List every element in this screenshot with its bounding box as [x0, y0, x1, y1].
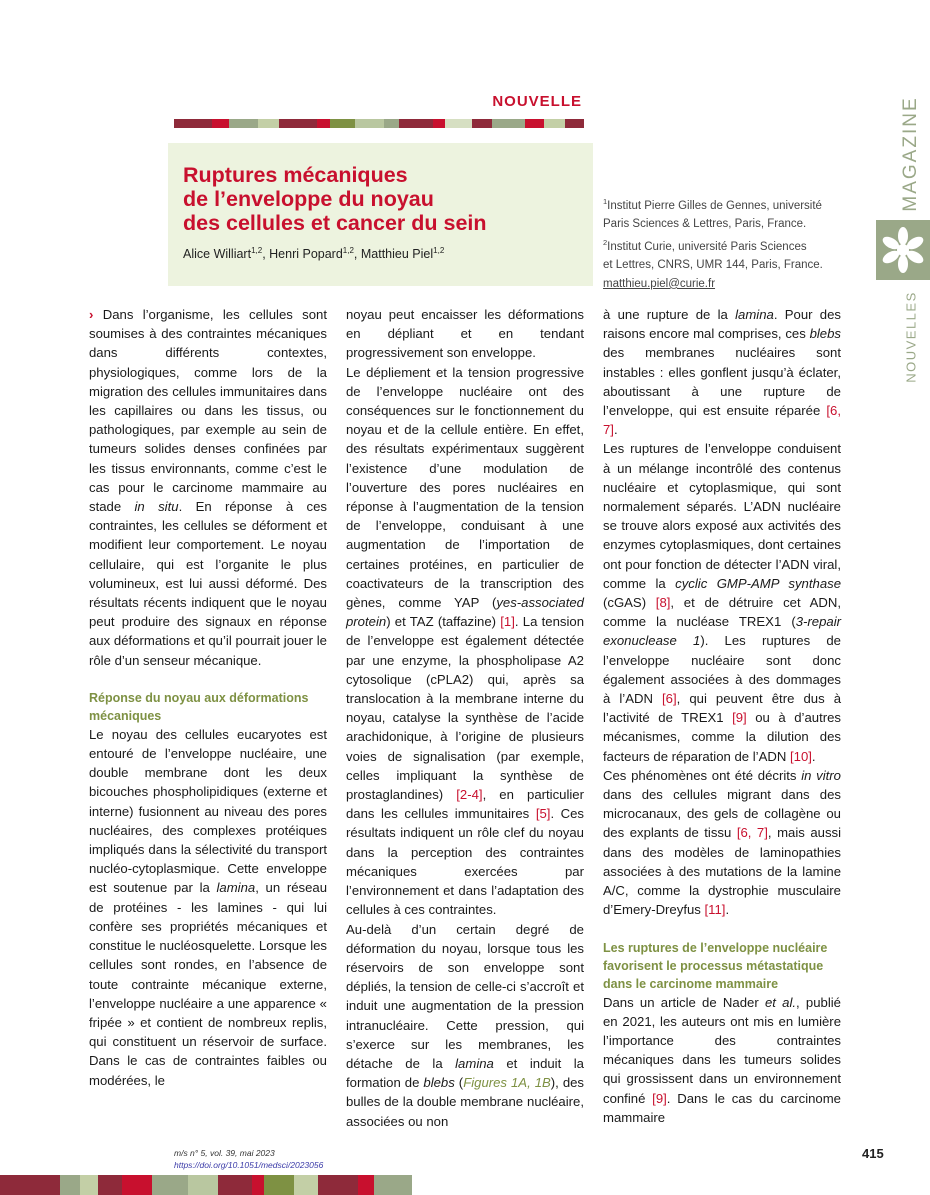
reference-link[interactable]: [5] — [535, 806, 551, 822]
text-run: , mais aussi dans des modèles de laminopathies associées à des mutations de la lamine A/C, comme la dystrophie musculaire d’Emery-Dreyfus — [603, 825, 841, 918]
text-column-2 — [346, 305, 584, 1131]
reference-link[interactable]: [6, 7] — [603, 403, 841, 438]
text-run: , qui peuvent être dus à l’activité de TREX1 — [603, 691, 842, 726]
text-run: , un réseau de protéines - les lamines - qui lui confère ses propriétés mécaniques et constitue le nucléosquelette. Lorsque les cellules sont rondes, en l’absence de toute contrainte mécanique externe, l’enveloppe nucléaire a une apparence « fripée » et contient de nombreux replis, qui constituent un réservoir de surface. Dans le cas de contraintes faibles ou modérées, le — [89, 880, 327, 1088]
nouvelles-label — [893, 291, 929, 383]
text-run: et induit la formation de — [346, 1055, 584, 1091]
paragraph — [603, 305, 841, 439]
affil-line: Paris Sciences & Lettres, Paris, France. — [603, 218, 807, 231]
affil-line: et Lettres, CNRS, UMR 144, Paris, France. — [603, 259, 823, 272]
section-heading: Réponse du noyau aux déformations mécaniques — [89, 690, 309, 723]
paragraph — [346, 920, 584, 1131]
reference-link[interactable]: [6] — [662, 691, 677, 707]
paragraph — [603, 439, 841, 765]
title-line-1: Ruptures mécaniques — [183, 163, 408, 187]
paragraph: noyau peut encaisser les déformations en dépliant et en tendant progressivement son enveloppe. — [346, 307, 584, 361]
intro-paragraph — [89, 305, 327, 670]
text-run: ). Les ruptures de l’enveloppe nucléaire sont donc également associées à des dommages à l’ADN — [603, 633, 841, 707]
text-italic: et al. — [764, 994, 797, 1010]
nouvelles-text: NOUVELLES — [903, 291, 919, 383]
text-run: Ces phénomènes ont été décrits — [603, 767, 802, 783]
title-line-2: de l’enveloppe du noyau — [183, 187, 434, 211]
text-run: . — [725, 902, 730, 918]
text-run: . La tension de l’enveloppe est également détectée par une enzyme, la phospholipase A2 cytosolique (cPLA2) qui, après sa translocation à la membrane interne du noyau, catalyse la synthèse de l’acide arachidonique, à l’origine de plusieurs voies de signalisation (par exemple, celles impliquant la synthèse de prostaglandines) — [346, 614, 584, 803]
reference-link[interactable]: [10] — [790, 748, 812, 764]
text-italic: cyclic GMP-AMP synthase — [675, 575, 842, 591]
text-column-1 — [89, 305, 327, 1090]
text-run: ou à d’autres mécanismes, comme la dilution des facteurs de réparation de l’ADN — [603, 710, 841, 764]
journal-citation: m/s n° 5, vol. 39, mai 2023 — [174, 1148, 275, 1158]
text-run: ( — [454, 1075, 464, 1091]
affiliations — [603, 193, 833, 293]
text-run: Le dépliement et la tension progressive de l’enveloppe nucléaire ont des conséquences sur le fonctionnement du noyau et de la cellule entière. En effet, des résultats expérimentaux suggèrent l’existence d’une modulation de l’ouverture des pores nucléaires en réponse à l’augmentation de la tension de l’enveloppe, conduisant à une augmentation de l’importation de certaines protéines, en particulier de coactivateurs de la transcription des gènes, comme YAP ( — [346, 364, 584, 611]
text-column-3 — [603, 305, 841, 1127]
text-run: . — [613, 422, 618, 438]
text-run: (cGAS) — [603, 595, 656, 611]
text-italic: lamina — [735, 307, 774, 322]
text-run: . En réponse à ces contraintes, les cellules se déforment et modifient leur comportement. Le noyau cellulaire, qui est l’organite le plus volumineux, est lui aussi déformé. Des résultats récents indiquent que le noyau peut produire des signaux en réponse aux déformations et qu’il pourrait jouer le rôle d’un senseur mécanique. — [89, 499, 327, 668]
text-run: . Pour des raisons encore mal comprises, ces — [603, 307, 841, 342]
affil-sup: 2 — [603, 237, 608, 247]
reference-link[interactable]: [9] — [652, 1090, 667, 1106]
text-italic: lamina — [455, 1055, 494, 1071]
author-name: Alice Williart — [183, 247, 252, 262]
reference-link[interactable]: [6, 7] — [736, 825, 768, 841]
text-run: Au-delà d’un certain degré de déformation du noyau, lorsque tous les réservoirs de son enveloppe sont dépliés, la tension de celle-ci s’accroît et induit une augmentation de la pression intranucléaire. Cette pression, qui s’exerce sur les membranes, les détache de la — [346, 921, 584, 1071]
reference-link[interactable]: [9] — [732, 710, 747, 726]
email-link[interactable]: matthieu.piel@curie.fr — [603, 277, 716, 290]
text-italic: 3-repair exonuclease 1 — [603, 614, 841, 649]
magazine-text: MAGAZINE — [900, 96, 921, 212]
magazine-label — [893, 96, 929, 212]
paragraph — [89, 725, 327, 1090]
text-run: dans des cellules migrant dans des microcanaux, des gels de collagène ou des explants de tissu — [603, 787, 841, 841]
text-run: , et de détruire cet ADN, comme la nucléase TREX1 ( — [603, 595, 841, 630]
reference-link[interactable]: [11] — [704, 902, 726, 918]
doi-link[interactable]: https://doi.org/10.1051/medsci/2023056 — [174, 1160, 324, 1170]
author-affil-sup: 1,2 — [251, 246, 263, 255]
author-list: Alice Williart$^{1,2}$, Henri Popard$^{1,2}$, Matthieu Piel$^{1,2}$ — [183, 246, 445, 262]
section-tag: NOUVELLE — [492, 93, 582, 110]
text-run: . Dans le cas du carcinome mammaire — [603, 1090, 841, 1125]
text-italic: lamina — [216, 880, 256, 896]
text-run: à une rupture de la — [603, 307, 736, 322]
text-italic: blebs — [423, 1075, 455, 1091]
author-name: Matthieu Piel — [360, 247, 434, 262]
reference-link[interactable]: [1] — [500, 614, 515, 630]
section-heading: Les ruptures de l’enveloppe nucléaire favorisent le processus métastatique dans le carcinome mammaire — [603, 940, 828, 991]
author-affil-sup: 1,2 — [433, 246, 445, 255]
reference-link[interactable]: [2-4] — [456, 787, 483, 803]
text-run: , publié en 2021, les auteurs ont mis en lumière l’importance des contraintes mécaniques dans les tumeurs solides qui grossissent dans un environnement confiné — [603, 994, 841, 1106]
author-affil-sup: 1,2 — [342, 246, 354, 255]
figure-link[interactable]: Figures 1A, 1B — [463, 1075, 551, 1091]
text-italic: in situ — [134, 499, 179, 515]
text-run: ) et TAZ (taffazine) — [386, 614, 501, 630]
paragraph — [603, 766, 841, 920]
text-run: Les ruptures de l’enveloppe conduisent à un mélange incontrôlé des contenus nucléaire et cytoplasmique, qui sont normalement séparés. L’ADN nucléaire se trouve alors exposé aux activités des enzymes cytoplasmiques, dont certaines ont pour fonction de détecter l’ADN viral, comme la — [603, 441, 841, 591]
intro-arrow-icon: › — [89, 307, 94, 322]
text-run: ), des bulles de la double membrane nucléaire, associées ou non — [346, 1075, 585, 1129]
text-run: Le noyau des cellules eucaryotes est entouré de l’enveloppe nucléaire, une double membrane dont les deux bicouches phospholipidiques (externe et interne) fusionnent au niveau des pores nucléaires, des complexes protéiques impliqués dans la sélectivité du transport nucléo-cytoplasmique. Cette enveloppe est soutenue par la — [89, 726, 327, 896]
text-run: , en particulier dans les cellules immunitaires — [346, 787, 584, 822]
reference-link[interactable]: [8] — [655, 595, 671, 611]
text-run: . — [811, 748, 816, 764]
affil-sup: 1 — [603, 197, 608, 206]
title-line-3: des cellules et cancer du sein — [183, 211, 487, 235]
text-run: Dans un article de Nader — [603, 994, 765, 1010]
text-run: . Ces résultats indiquent un rôle clef du noyau dans la perception des contraintes mécaniques exercées par l’environnement et dans l’adaptation des cellules à ces contraintes. — [346, 806, 585, 918]
affil-line: Institut Pierre Gilles de Gennes, université — [607, 199, 822, 212]
decorative-color-bar — [174, 119, 584, 128]
text-italic: yes-associated protein — [346, 595, 584, 630]
text-italic: in vitro — [801, 767, 841, 783]
decorative-color-bar — [0, 1175, 412, 1195]
affil-line: Institut Curie, université Paris Sciences — [607, 240, 807, 253]
text-run: Dans l’organisme, les cellules sont soumises à des contraintes mécaniques dans différents contextes, physiologiques, comme lors de la migration des cellules immunitaires dans les capillaires ou dans les tissus, ou pathologiques, par exemple au sein de tumeurs solides denses confinées par les tissus environnants, comme c’est le cas pour le carcinome mammaire au stade — [89, 307, 327, 515]
paragraph — [603, 993, 841, 1127]
page-number: 415 — [862, 1146, 884, 1161]
paragraph — [346, 363, 584, 920]
author-name: Henri Popard — [269, 247, 343, 262]
article-title — [183, 163, 583, 235]
text-run: des membranes nucléaires sont instables : elles gonflent jusqu’à éclater, aboutissant à une rupture de l’enveloppe, qui est ensuite réparée — [603, 345, 841, 419]
text-italic: blebs — [809, 326, 841, 342]
asterisk-icon — [876, 220, 930, 280]
